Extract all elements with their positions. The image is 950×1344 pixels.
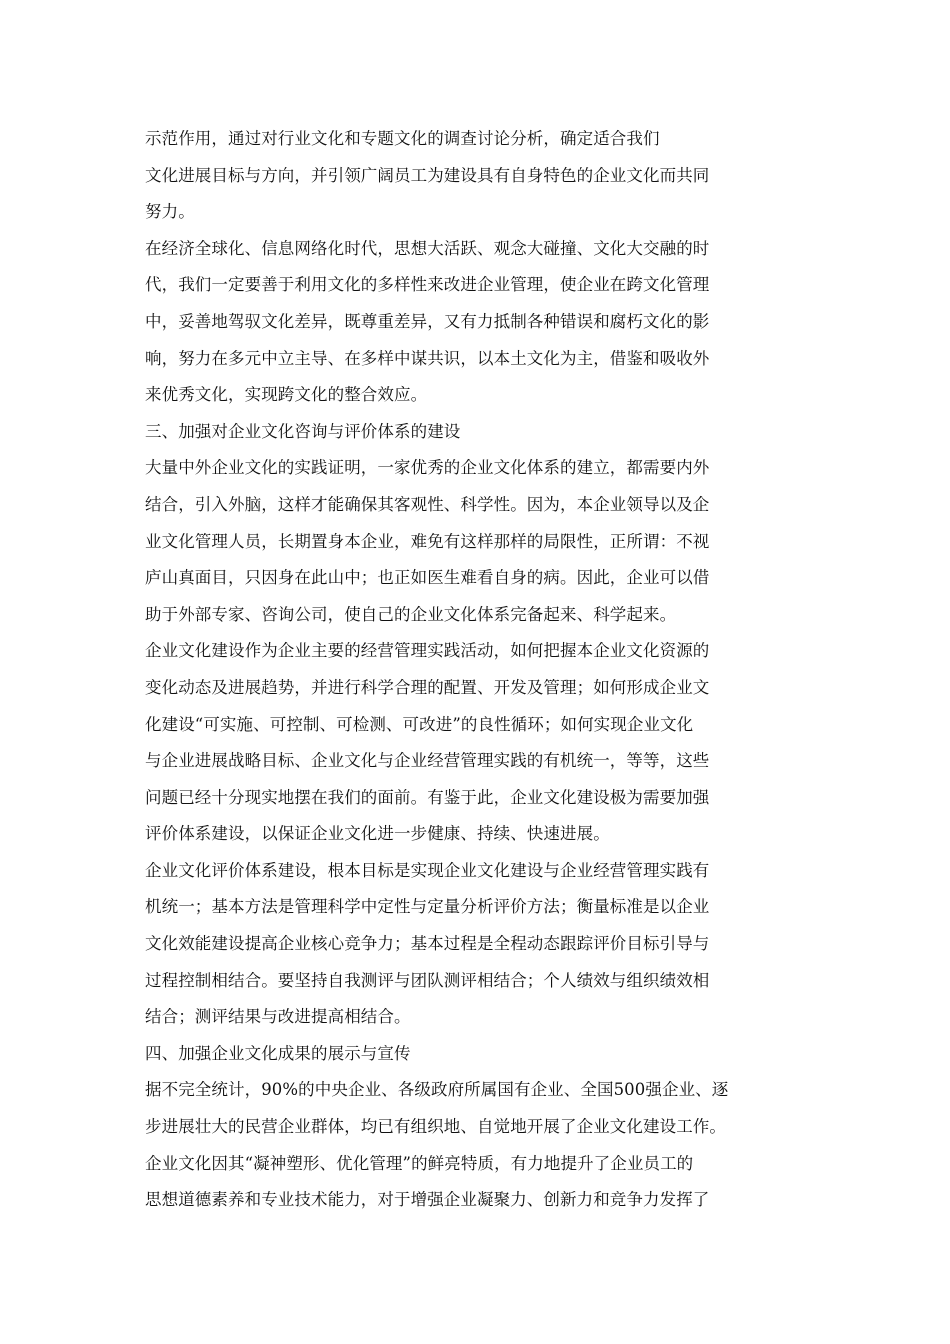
text-line: 在经济全球化、信息网络化时代，思想大活跃、观念大碰撞、文化大交融的时: [145, 238, 710, 258]
text-line: 大量中外企业文化的实践证明，一家优秀的企业文化体系的建立，都需要内外: [145, 458, 710, 478]
text-line: 据不完全统计，90%的中央企业、各级政府所属国有企业、全国500强企业、逐: [145, 1080, 729, 1100]
text-line: 企业文化因其“凝神塑形、优化管理”的鲜亮特质，有力地提升了企业员工的: [145, 1153, 694, 1173]
text-line: 文化进展目标与方向，并引领广阔员工为建设具有自身特色的企业文化而共同: [145, 165, 710, 185]
text-line: 机统一；基本方法是管理科学中定性与定量分析评价方法；衡量标准是以企业: [145, 897, 710, 917]
text-line: 庐山真面目，只因身在此山中；也正如医生难看自身的病。因此，企业可以借: [145, 568, 710, 588]
text-line: 步进展壮大的民营企业群体，均已有组织地、自觉地开展了企业文化建设工作。: [145, 1117, 726, 1137]
text-line: 思想道德素养和专业技术能力，对于增强企业凝聚力、创新力和竞争力发挥了: [145, 1190, 710, 1210]
text-line: 评价体系建设，以保证企业文化进一步健康、持续、快速进展。: [145, 824, 610, 844]
text-line: 企业文化评价体系建设，根本目标是实现企业文化建设与企业经营管理实践有: [145, 860, 710, 880]
text-line: 代，我们一定要善于利用文化的多样性来改进企业管理，使企业在跨文化管理: [145, 275, 710, 295]
text-line: 努力。: [145, 202, 195, 222]
text-line: 结合，引入外脑，这样才能确保其客观性、科学性。因为，本企业领导以及企: [145, 494, 710, 514]
text-line: 结合；测评结果与改进提高相结合。: [145, 1007, 411, 1027]
text-line: 企业文化建设作为企业主要的经营管理实践活动，如何把握本企业文化资源的: [145, 641, 710, 661]
text-line: 与企业进展战略目标、企业文化与企业经营管理实践的有机统一，等等，这些: [145, 751, 710, 771]
text-line: 助于外部专家、咨询公司，使自己的企业文化体系完备起来、科学起来。: [145, 604, 677, 624]
section-heading: 四、加强企业文化成果的展示与宣传: [145, 1043, 411, 1063]
text-line: 响，努力在多元中立主导、在多样中谋共识，以本土文化为主，借鉴和吸收外: [145, 348, 710, 368]
text-line: 示范作用，通过对行业文化和专题文化的调查讨论分析，确定适合我们: [145, 129, 660, 148]
text-line: 来优秀文化，实现跨文化的整合效应。: [145, 385, 428, 405]
text-line: 中，妥善地驾驭文化差异，既尊重差异，又有力抵制各种错误和腐朽文化的影: [145, 311, 710, 331]
text-line: 文化效能建设提高企业核心竞争力；基本过程是全程动态跟踪评价目标引导与: [145, 934, 710, 954]
section-heading: 三、加强对企业文化咨询与评价体系的建设: [145, 421, 461, 441]
text-line: 化建设“可实施、可控制、可检测、可改进”的良性循环；如何实现企业文化: [145, 714, 694, 734]
text-line: 过程控制相结合。要坚持自我测评与团队测评相结合；个人绩效与组织绩效相: [145, 970, 710, 990]
document-body: [145, 121, 815, 1219]
text-line: 业文化管理人员，长期置身本企业，难免有这样那样的局限性，正所谓：不视: [145, 531, 710, 551]
text-line: 问题已经十分现实地摆在我们的面前。有鉴于此，企业文化建设极为需要加强: [145, 787, 710, 807]
text-line: 变化动态及进展趋势，并进行科学合理的配置、开发及管理；如何形成企业文: [145, 677, 710, 697]
